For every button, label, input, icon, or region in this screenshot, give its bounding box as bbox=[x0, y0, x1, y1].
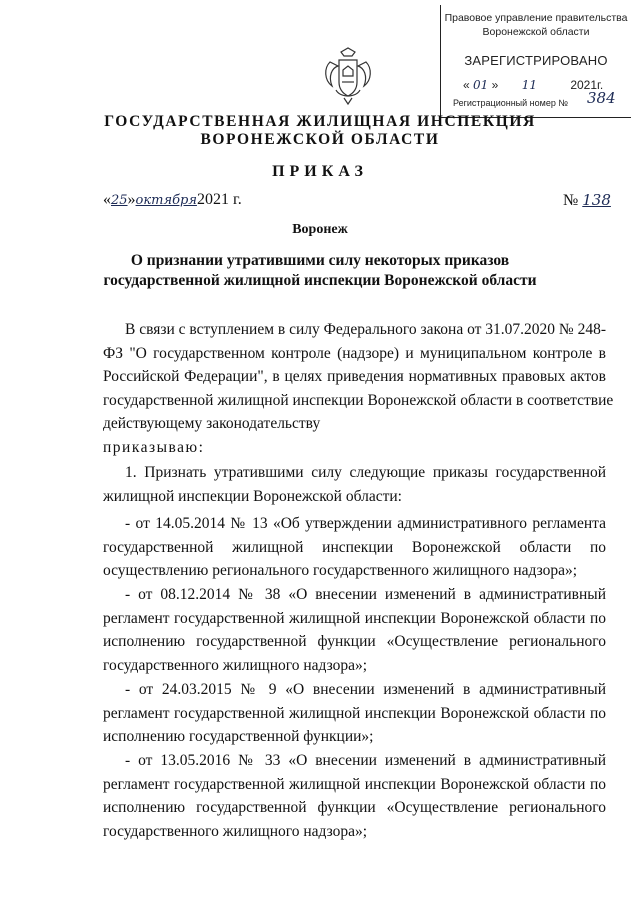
order-number-label: № bbox=[563, 192, 579, 209]
order-date-mid: » bbox=[127, 191, 136, 208]
order-date-day: 25 bbox=[111, 193, 128, 208]
repealed-order-line: регламент государственной жилищной инспекции Воронежской области по bbox=[103, 775, 606, 793]
repealed-order-3 bbox=[103, 678, 606, 749]
order-word: приказываю: bbox=[103, 438, 205, 456]
order-date bbox=[103, 191, 242, 209]
stamp-organization bbox=[441, 11, 631, 39]
stamp-date-day: 01 bbox=[473, 78, 489, 92]
repealed-order-line: - от 08.12.2014 № 38 «О внесении изменений в административный bbox=[125, 586, 606, 603]
repealed-order-line: - от 24.03.2015 № 9 «О внесении изменений в административный bbox=[125, 681, 606, 698]
order-number bbox=[563, 191, 611, 210]
repealed-order-line: государственного жилищного надзора»; bbox=[103, 656, 368, 674]
item-1-paragraph bbox=[103, 461, 606, 508]
repealed-order-2 bbox=[103, 583, 606, 677]
stamp-date-month: 11 bbox=[521, 78, 537, 92]
order-date-prefix: « bbox=[103, 191, 111, 208]
repealed-order-1 bbox=[103, 512, 606, 583]
preamble-line: В связи с вступлением в силу Федерального закона от 31.07.2020 № 248- bbox=[125, 321, 606, 338]
stamp-reg-number bbox=[453, 89, 628, 108]
agency-name-line1: ГОСУДАРСТВЕННАЯ ЖИЛИЩНАЯ ИНСПЕКЦИЯ bbox=[104, 113, 536, 130]
registration-stamp bbox=[440, 5, 631, 118]
repealed-order-line: осуществлению регионального государственного жилищного надзора»; bbox=[103, 562, 578, 580]
stamp-reg-label: Регистрационный номер № bbox=[453, 98, 569, 108]
item-1-line: жилищной инспекции Воронежской области: bbox=[103, 487, 402, 505]
stamp-reg-value: 384 bbox=[587, 89, 616, 107]
preamble-line: действующему законодательству bbox=[103, 415, 321, 433]
coat-of-arms-icon bbox=[322, 46, 374, 106]
repealed-order-line: государственного жилищного надзора»; bbox=[103, 822, 368, 840]
repealed-order-line: исполнению государственной функции»; bbox=[103, 728, 374, 746]
subject-line1: О признании утратившими силу некоторых приказов bbox=[130, 252, 510, 269]
preamble-line: ФЗ "О государственном контроле (надзоре) и муниципальном контроле в bbox=[103, 344, 606, 362]
repealed-order-line: регламент государственной жилищной инспекции Воронежской области по bbox=[103, 609, 606, 627]
order-number-value: 138 bbox=[582, 191, 611, 209]
stamp-date-open: « bbox=[463, 78, 470, 92]
repealed-order-4 bbox=[103, 749, 606, 843]
order-date-month: октября bbox=[135, 193, 197, 208]
repealed-order-line: государственной жилищной инспекции Воронежской области по bbox=[103, 538, 606, 556]
document-type: ПРИКАЗ bbox=[272, 163, 368, 180]
preamble-line: государственной жилищной инспекции Воронежской области в соответствие bbox=[103, 391, 614, 409]
preamble-paragraph bbox=[103, 318, 614, 460]
order-subject bbox=[0, 251, 640, 291]
repealed-order-line: - от 13.05.2016 № 33 «О внесении изменений в административный bbox=[125, 752, 606, 769]
stamp-org-line1: Правовое управление правительства bbox=[444, 12, 628, 24]
preamble-line: Российской Федерации", в целях приведения нормативных правовых актов bbox=[103, 368, 606, 386]
agency-name-line2: ВОРОНЕЖСКОЙ ОБЛАСТИ bbox=[200, 131, 440, 148]
order-date-suffix: 2021 г. bbox=[196, 191, 242, 208]
subject-line2: государственной жилищной инспекции Воронежской области bbox=[103, 272, 537, 289]
city: Воронеж bbox=[292, 222, 348, 237]
repealed-order-line: исполнению государственной функции «Осуществление регионального bbox=[103, 633, 606, 651]
repealed-order-line: исполнению государственной функции «Осуществление регионального bbox=[103, 799, 606, 817]
stamp-registered-label: ЗАРЕГИСТРИРОВАНО bbox=[464, 53, 608, 68]
repealed-order-line: регламент государственной жилищной инспекции Воронежской области по bbox=[103, 704, 606, 722]
repealed-order-line: - от 14.05.2014 № 13 «Об утверждении административного регламента bbox=[125, 515, 606, 532]
stamp-date-sep: » bbox=[491, 78, 499, 92]
stamp-date-year: 2021г. bbox=[570, 78, 604, 92]
item-1-line: 1. Признать утратившими силу следующие приказы государственной bbox=[125, 464, 606, 481]
stamp-org-line2: Воронежской области bbox=[482, 26, 590, 38]
